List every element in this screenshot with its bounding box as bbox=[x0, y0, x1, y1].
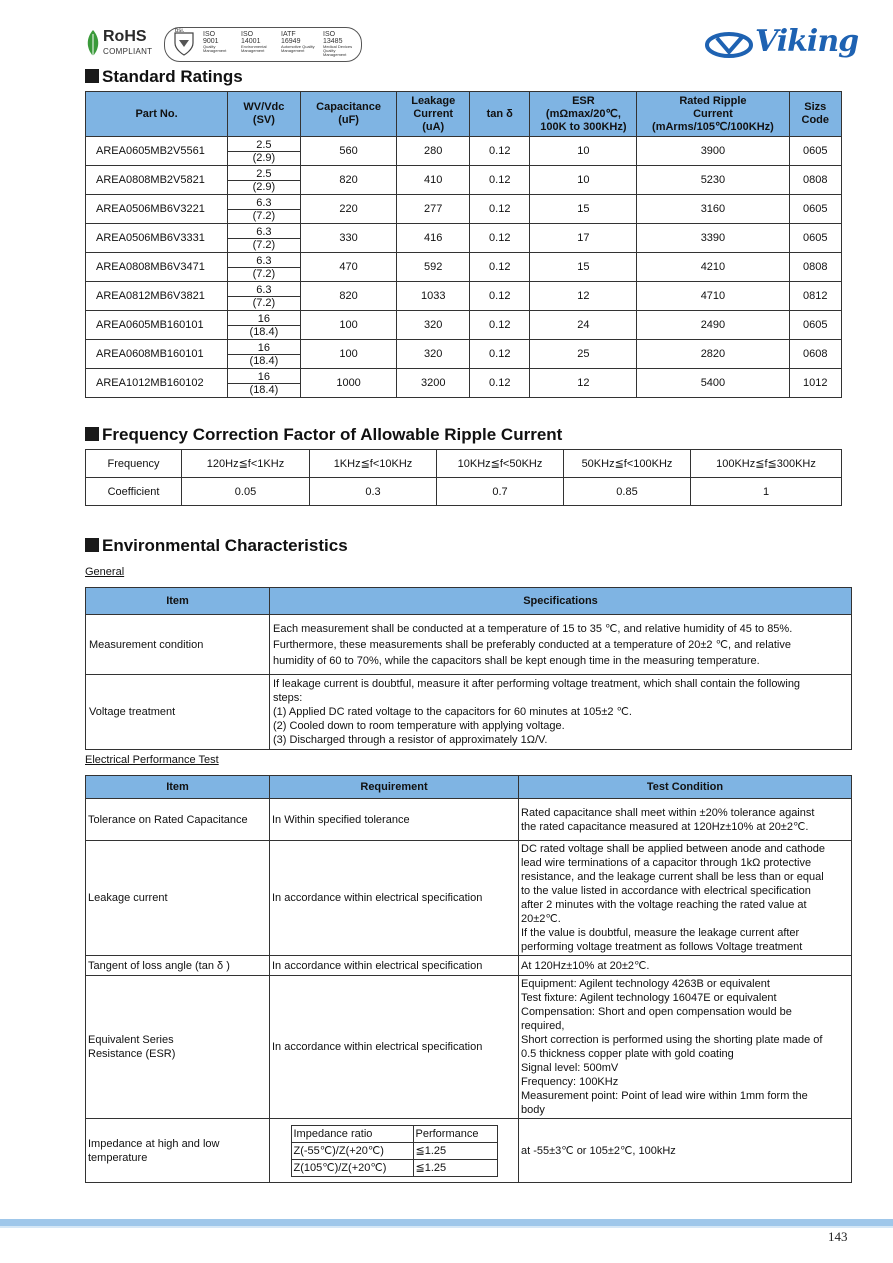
section-environmental: Environmental Characteristics bbox=[85, 536, 348, 556]
capacitance-cell: 560 bbox=[300, 137, 397, 166]
ripple-cell: 3390 bbox=[637, 224, 789, 253]
col-item: Item bbox=[86, 588, 270, 615]
item-cell: Tolerance on Rated Capacitance bbox=[86, 799, 270, 841]
freq-range: 1KHz≦f<10KHz bbox=[310, 450, 437, 478]
rohs-title: RoHS bbox=[103, 28, 147, 45]
esr-cell: 12 bbox=[530, 369, 637, 398]
table-row bbox=[86, 253, 842, 282]
standard-ratings-table bbox=[85, 91, 842, 398]
coefficient-value: 0.85 bbox=[564, 478, 691, 506]
table-row bbox=[86, 675, 852, 750]
test-condition-cell: At 120Hz±10% at 20±2℃. bbox=[519, 956, 852, 976]
ripple-cell: 2490 bbox=[637, 311, 789, 340]
item-cell: Tangent of loss angle (tan δ ) bbox=[86, 956, 270, 976]
table-row bbox=[86, 450, 842, 478]
table-row bbox=[86, 956, 852, 976]
table-row bbox=[86, 976, 852, 1119]
ripple-cell: 4710 bbox=[637, 282, 789, 311]
ripple-cell: 4210 bbox=[637, 253, 789, 282]
freq-range: 50KHz≦f<100KHz bbox=[564, 450, 691, 478]
capacitance-cell: 1000 bbox=[300, 369, 397, 398]
tan-delta-cell: 0.12 bbox=[470, 311, 530, 340]
table-row bbox=[86, 1119, 852, 1183]
leakage-cell: 416 bbox=[397, 224, 470, 253]
wv-cell: 6.3 (7.2) bbox=[228, 282, 301, 311]
table-row bbox=[86, 137, 842, 166]
part-no-cell: AREA0808MB2V5821 bbox=[86, 166, 228, 195]
tan-delta-cell: 0.12 bbox=[470, 224, 530, 253]
tan-delta-cell: 0.12 bbox=[470, 369, 530, 398]
table-header-row bbox=[86, 92, 842, 137]
size-code-cell: 0608 bbox=[789, 340, 841, 369]
frequency-table bbox=[85, 449, 842, 506]
leakage-cell: 410 bbox=[397, 166, 470, 195]
capacitance-cell: 820 bbox=[300, 166, 397, 195]
table-row bbox=[86, 224, 842, 253]
item-cell: Measurement condition bbox=[86, 615, 270, 675]
col-size: Sizs Code bbox=[789, 92, 841, 137]
coefficient-value: 0.3 bbox=[310, 478, 437, 506]
ripple-cell: 3900 bbox=[637, 137, 789, 166]
impedance-ratio-table bbox=[291, 1125, 498, 1177]
wv-cell: 2.5 (2.9) bbox=[228, 137, 301, 166]
ripple-cell: 5230 bbox=[637, 166, 789, 195]
part-no-cell: AREA0608MB160101 bbox=[86, 340, 228, 369]
brand-name: Viking bbox=[755, 24, 859, 59]
esr-cell: 17 bbox=[530, 224, 637, 253]
item-cell: Leakage current bbox=[86, 841, 270, 956]
freq-range: 100KHz≦f≦300KHz bbox=[691, 450, 842, 478]
cert-iso13485: ISO 13485 Medical Devices Quality Management bbox=[323, 31, 353, 57]
size-code-cell: 0808 bbox=[789, 253, 841, 282]
cert-iso9001: ISO 9001 Quality Management bbox=[203, 31, 227, 53]
wv-cell: 16 (18.4) bbox=[228, 369, 301, 398]
esr-cell: 15 bbox=[530, 253, 637, 282]
certification-badges bbox=[164, 27, 362, 62]
footer-bar bbox=[0, 1219, 893, 1226]
capacitance-cell: 100 bbox=[300, 311, 397, 340]
coefficient-value: 0.7 bbox=[437, 478, 564, 506]
capacitance-cell: 330 bbox=[300, 224, 397, 253]
section-frequency: Frequency Correction Factor of Allowable Ripple Current bbox=[85, 425, 562, 445]
bsi-label: bsi. bbox=[175, 28, 185, 34]
leakage-cell: 592 bbox=[397, 253, 470, 282]
spec-cell: If leakage current is doubtful, measure it after performing voltage treatment, which shall contain the following steps: (1) Applied DC rated voltage to the capacitors for 60 minutes at 105±2 ℃. (2) Cooled down to room temperature with applying voltage. (3) Discharged through a resistor of approximately 1Ω/V. bbox=[270, 675, 852, 750]
part-no-cell: AREA0605MB160101 bbox=[86, 311, 228, 340]
capacitance-cell: 220 bbox=[300, 195, 397, 224]
capacitance-cell: 100 bbox=[300, 340, 397, 369]
col-ripple: Rated Ripple Current (mArms/105℃/100KHz) bbox=[637, 92, 789, 137]
requirement-cell bbox=[270, 1119, 519, 1183]
table-header-row: Impedance ratio Performance bbox=[291, 1125, 497, 1142]
size-code-cell: 0605 bbox=[789, 137, 841, 166]
footer-bar-light bbox=[0, 1226, 893, 1228]
size-code-cell: 0605 bbox=[789, 224, 841, 253]
section-standard-ratings: Standard Ratings bbox=[85, 67, 243, 87]
part-no-cell: AREA0605MB2V5561 bbox=[86, 137, 228, 166]
table-row bbox=[86, 282, 842, 311]
page-number: 143 bbox=[828, 1229, 848, 1244]
esr-cell: 15 bbox=[530, 195, 637, 224]
size-code-cell: 0808 bbox=[789, 166, 841, 195]
table-row bbox=[86, 799, 852, 841]
table-row bbox=[86, 311, 842, 340]
cert-iso14001: ISO 14001 Environmental Management bbox=[241, 31, 267, 53]
part-no-cell: AREA0506MB6V3331 bbox=[86, 224, 228, 253]
esr-cell: 25 bbox=[530, 340, 637, 369]
size-code-cell: 0812 bbox=[789, 282, 841, 311]
item-cell: Voltage treatment bbox=[86, 675, 270, 750]
wv-cell: 6.3 (7.2) bbox=[228, 224, 301, 253]
tan-delta-cell: 0.12 bbox=[470, 166, 530, 195]
test-condition-cell: Equipment: Agilent technology 4263B or equivalent Test fixture: Agilent technology 16047E or equivalent Compensation: Short and open compensation would be required, Short correction is performed using the shorting plate made of 0.5 thickness copper plate with gold coating Signal level: 500mV Frequency: 100KHz Measurement point: Point of lead wire within 1mm form the body bbox=[519, 976, 852, 1119]
tan-delta-cell: 0.12 bbox=[470, 195, 530, 224]
table-row bbox=[86, 195, 842, 224]
electrical-label: Electrical Performance Test bbox=[85, 754, 219, 766]
coefficient-value: 0.05 bbox=[182, 478, 310, 506]
capacitance-cell: 470 bbox=[300, 253, 397, 282]
col-test-condition: Test Condition bbox=[519, 776, 852, 799]
size-code-cell: 1012 bbox=[789, 369, 841, 398]
wv-cell: 16 (18.4) bbox=[228, 311, 301, 340]
ripple-cell: 2820 bbox=[637, 340, 789, 369]
leakage-cell: 1033 bbox=[397, 282, 470, 311]
table-header-row bbox=[86, 776, 852, 799]
rohs-subtitle: COMPLIANT bbox=[103, 47, 153, 56]
col-wv: WV/Vdc (SV) bbox=[228, 92, 301, 137]
esr-cell: 24 bbox=[530, 311, 637, 340]
ripple-cell: 5400 bbox=[637, 369, 789, 398]
col-part-no: Part No. bbox=[86, 92, 228, 137]
leakage-cell: 3200 bbox=[397, 369, 470, 398]
col-requirement: Requirement bbox=[270, 776, 519, 799]
esr-cell: 10 bbox=[530, 166, 637, 195]
coefficient-value: 1 bbox=[691, 478, 842, 506]
requirement-cell: In Within specified tolerance bbox=[270, 799, 519, 841]
requirement-cell: In accordance within electrical specification bbox=[270, 976, 519, 1119]
item-cell: Impedance at high and low temperature bbox=[86, 1119, 270, 1183]
table-row bbox=[86, 615, 852, 675]
col-item: Item bbox=[86, 776, 270, 799]
freq-range: 10KHz≦f<50KHz bbox=[437, 450, 564, 478]
col-specifications: Specifications bbox=[270, 588, 852, 615]
ripple-cell: 3160 bbox=[637, 195, 789, 224]
requirement-cell: In accordance within electrical specification bbox=[270, 956, 519, 976]
wv-cell: 6.3 (7.2) bbox=[228, 253, 301, 282]
table-row: Z(-55℃)/Z(+20℃) ≦1.25 bbox=[291, 1142, 497, 1159]
viking-logo bbox=[705, 24, 859, 64]
col-tan: tan δ bbox=[470, 92, 530, 137]
electrical-performance-table bbox=[85, 775, 852, 1183]
capacitance-cell: 820 bbox=[300, 282, 397, 311]
rohs-logo bbox=[86, 26, 158, 60]
leaf-icon bbox=[86, 30, 100, 56]
test-condition-cell: DC rated voltage shall be applied between anode and cathode lead wire terminations of a capacitor through 1kΩ protective resistance, and the leakage current shall be less than or equal to the value listed in accordance with electrical specification after 2 minutes with the voltage reaching the rated value at 20±2℃. If the value is doubtful, measure the leakage current after performing voltage treatment as follows Voltage treatment bbox=[519, 841, 852, 956]
wv-cell: 2.5 (2.9) bbox=[228, 166, 301, 195]
part-no-cell: AREA1012MB160102 bbox=[86, 369, 228, 398]
col-leakage: Leakage Current (uA) bbox=[397, 92, 470, 137]
esr-cell: 12 bbox=[530, 282, 637, 311]
cert-iatf16949: IATF 16949 Automotive Quality Management bbox=[281, 31, 315, 53]
col-esr: ESR (mΩmax/20℃, 100K to 300KHz) bbox=[530, 92, 637, 137]
leakage-cell: 320 bbox=[397, 340, 470, 369]
table-row bbox=[86, 478, 842, 506]
general-table bbox=[85, 587, 852, 750]
frequency-label: Frequency bbox=[86, 450, 182, 478]
viking-swoosh-icon bbox=[705, 30, 757, 60]
general-label: General bbox=[85, 566, 125, 578]
part-no-cell: AREA0808MB6V3471 bbox=[86, 253, 228, 282]
size-code-cell: 0605 bbox=[789, 311, 841, 340]
table-row bbox=[86, 340, 842, 369]
spec-cell: Each measurement shall be conducted at a temperature of 15 to 35 ℃, and relative humidity of 45 to 85%. Furthermore, these measurements shall be preferably conducted at a temperature of 20±2 ℃, and relative humidity of 60 to 70%, while the capacitors shall be kept enough time in the measuring temperature. bbox=[270, 615, 852, 675]
table-row bbox=[86, 841, 852, 956]
table-row bbox=[86, 369, 842, 398]
bsi-shield-icon bbox=[173, 31, 195, 57]
table-row bbox=[86, 166, 842, 195]
leakage-cell: 277 bbox=[397, 195, 470, 224]
requirement-cell: In accordance within electrical specification bbox=[270, 841, 519, 956]
tan-delta-cell: 0.12 bbox=[470, 137, 530, 166]
tan-delta-cell: 0.12 bbox=[470, 282, 530, 311]
col-capacitance: Capacitance (uF) bbox=[300, 92, 397, 137]
freq-range: 120Hz≦f<1KHz bbox=[182, 450, 310, 478]
coefficient-label: Coefficient bbox=[86, 478, 182, 506]
tan-delta-cell: 0.12 bbox=[470, 253, 530, 282]
wv-cell: 16 (18.4) bbox=[228, 340, 301, 369]
item-cell: Equivalent Series Resistance (ESR) bbox=[86, 976, 270, 1119]
esr-cell: 10 bbox=[530, 137, 637, 166]
part-no-cell: AREA0506MB6V3221 bbox=[86, 195, 228, 224]
wv-cell: 6.3 (7.2) bbox=[228, 195, 301, 224]
test-condition-cell: Rated capacitance shall meet within ±20% tolerance against the rated capacitance measured at 120Hz±10% at 20±2℃. bbox=[519, 799, 852, 841]
tan-delta-cell: 0.12 bbox=[470, 340, 530, 369]
part-no-cell: AREA0812MB6V3821 bbox=[86, 282, 228, 311]
table-row: Z(105℃)/Z(+20℃) ≦1.25 bbox=[291, 1159, 497, 1176]
table-header-row bbox=[86, 588, 852, 615]
leakage-cell: 320 bbox=[397, 311, 470, 340]
test-condition-cell: at -55±3℃ or 105±2℃, 100kHz bbox=[519, 1119, 852, 1183]
leakage-cell: 280 bbox=[397, 137, 470, 166]
size-code-cell: 0605 bbox=[789, 195, 841, 224]
